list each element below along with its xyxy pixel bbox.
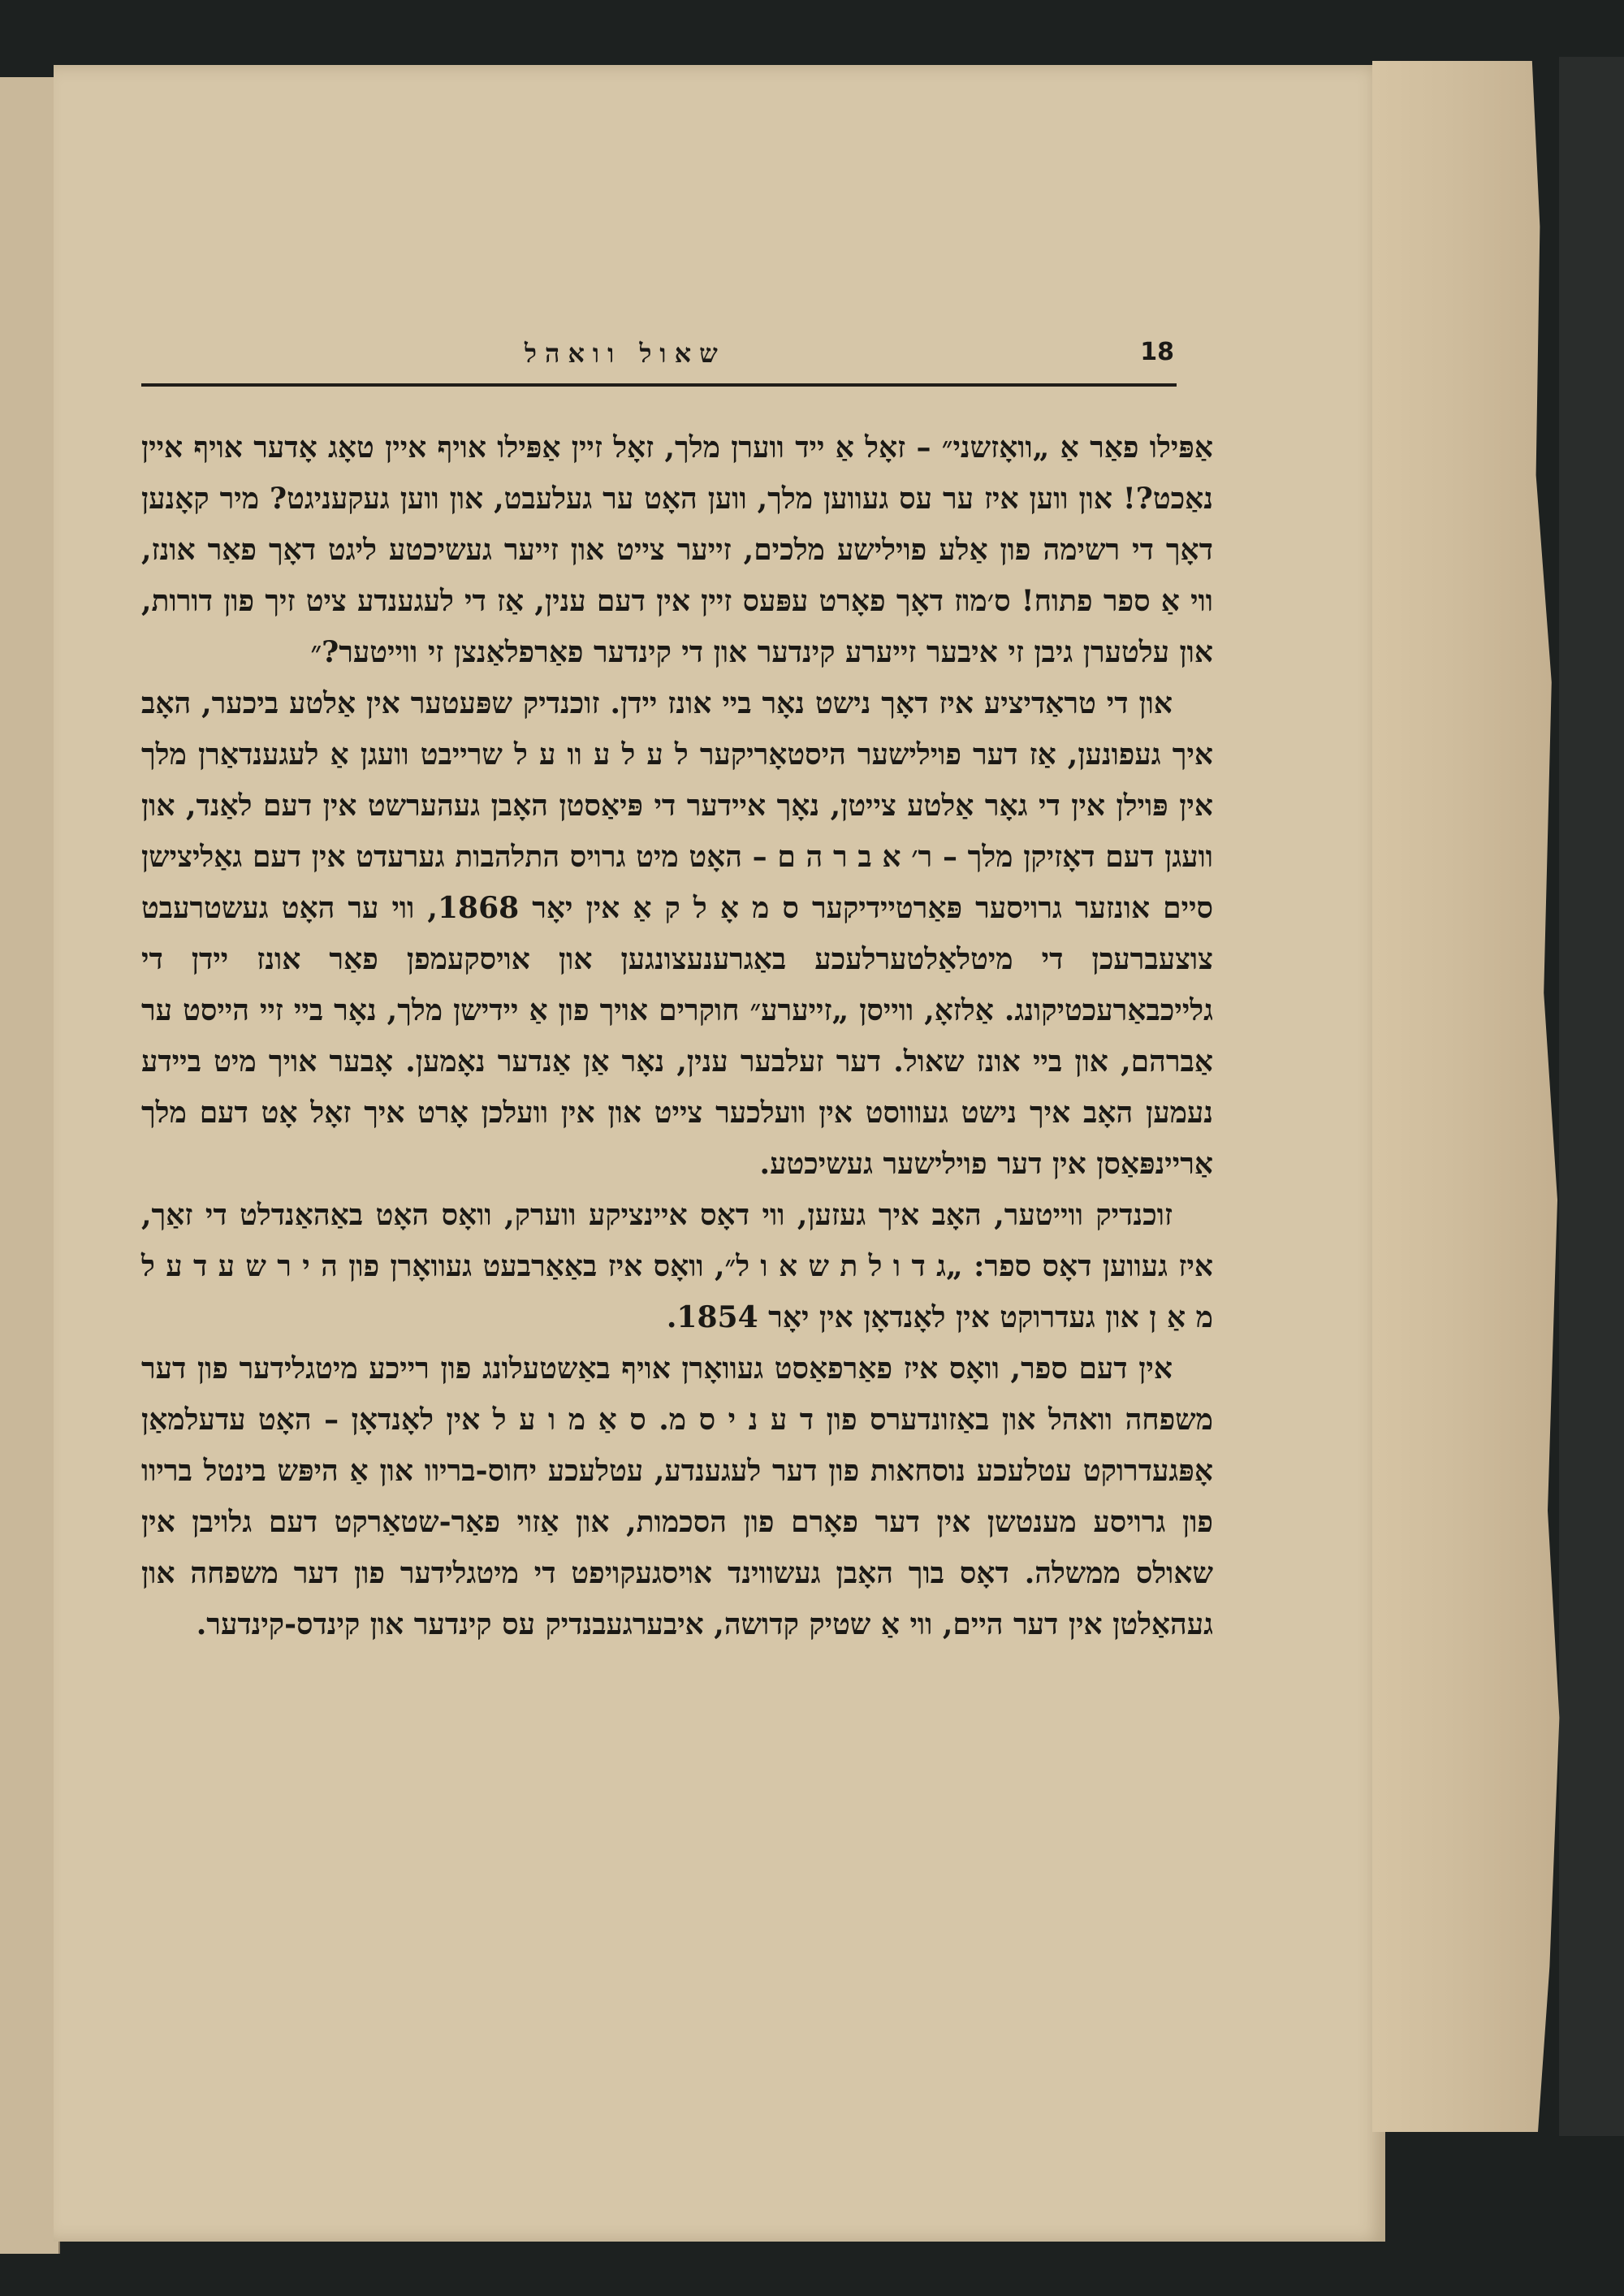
book-page: [54, 65, 1385, 2242]
paragraph-1: אַפּילו פאַר אַ „וואָזשני״ – זאָל אַ ייד ווערן מלך, זאָל זיין אַפּילו אויף איין טאָג אָדער אויף איין נאַכט?! און ווען איז ער עס געווען מלך, ווען האָט ער געלעבט, און ווען געקעניגט? מיר קאָנען דאָך די רשימה פון אַלע פוילישע מלכים, זייער צייט און זייער געשיכטע ליגט דאָך פאַר אונז, ווי אַ ספר פתוח! ס׳מוז דאָך פאָרט עפּעס זיין אין דעם ענין, אַז די לעגענדע ציט זיך פון דורות, און עלטערן גיבן זי איבער זייערע קינדער און די קינדער פאַרפלאַנצן זי ווייטער?״: [141, 430, 1213, 669]
running-head: [143, 333, 1174, 382]
paragraph-4: אין דעם ספר, וואָס איז פאַרפאַסט געוואָרן אויף באַשטעלונג פון רייכע מיטגלידער פון דער משפחה וואהל און באַזונדערס פון ד ע נ י ס מ. ס אַ מ ו ע ל אין לאָנדאָן – האָט עדעלמאַן אָפּגעדרוקט עטלעכע נוסחאות פון דער לעגענדע, עטלעכע יחוס-בריוו און אַ היפּש בינטל בריוו פון גרויסע מענטשן אין דער פאָרם פון הסכמות, און אַזוי פאַר-שטאַרקט דעם גלויבן אין שאולס ממשלה. דאָס בוך האָבן געשווינד אויסגעקויפט די מיטגלידער פון דער משפחה און געהאַלטן אין דער היים, ווי אַ שטיק קדושה, איבערגעבנדיק עס קינדער און קינדס-קינדער.: [141, 1351, 1213, 1641]
page-number: 18: [1140, 338, 1174, 366]
paragraph-2: און די טראַדיציע איז דאָך נישט נאָר ביי אונז יידן. זוכנדיק שפּעטער אין אַלטע ביכער, האָב איך געפונען, אַז דער פוילישער היסטאָריקער ל ע ל ע וו ע ל שרייבט וועגן אַ לעגענדאַרן מלך אין פּוילן אין די גאָר אַלטע צייטן, נאָך איידער די פּיאַסטן האָבן געהערשט אין דעם לאַנד, און וועגן דעם דאָזיקן מלך – ר׳ א ב ר ה ם – האָט מיט גרויס התלהבות גערעדט אין דעם גאַליצישן סיים אונזער גרויסער פּאַרטיידיקער ס מ אָ ל ק אַ אין יאָר 1868, ווי ער האָט געשטרעבט צוצעברעכן די מיטלאַלטערלעכע באַגרענעצונגען און אויסקעמפן פאַר אונז יידן די גלייכבאַרעכטיקונג. אַלזאָ, ווייסן „זייערע״ חוקרים אויך פון אַ יידישן מלך, נאָר ביי זיי הייסט ער אַברהם, און ביי אונז שאול. דער זעלבער ענין, נאָר אַן אַנדער נאָמען. אָבער אויך מיט ביידע נעמען האָב איך נישט געוווסט אין וועלכער צייט און אין וועלכן אָרט איך זאָל אָט דעם מלך אַריינפּאַסן אין דער פוילישער געשיכטע.: [141, 686, 1214, 1181]
body-text: [141, 422, 1213, 2014]
page-stack-edge: [1372, 61, 1567, 2132]
paragraph-3: זוכנדיק ווייטער, האָב איך געזען, ווי דאָס איינציקע ווערק, וואָס האָט באַהאַנדלט די זאַך, איז געווען דאָס ספר: „ג ד ו ל ת ש א ו ל״, וואָס איז באַאַרבעט געוואָרן פון ה י ר ש ע ד ע ל מ אַ ן און געדרוקט אין לאָנדאָן אין יאָר 1854.: [141, 1198, 1213, 1334]
running-title: שאול וואהל: [525, 338, 726, 369]
header-rule: [141, 383, 1177, 387]
book-cover-edge: [1559, 57, 1624, 2136]
adjacent-page-edge: [0, 77, 60, 2254]
